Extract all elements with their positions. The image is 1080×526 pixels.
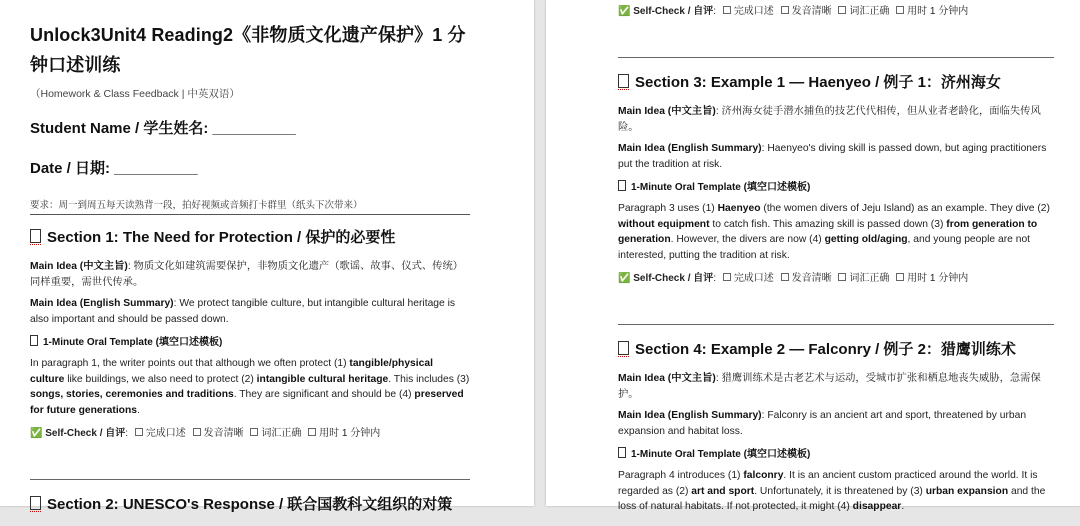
checkbox-icon xyxy=(30,229,41,243)
main-idea-cn-text: : 物质文化如建筑需要保护，非物质文化遗产（歌谣、故事、仪式、传统）同样重要，需世代传承。 xyxy=(30,261,464,288)
main-idea-cn-label: Main Idea (中文主旨) xyxy=(30,261,128,272)
paragraph-text: (the women divers of Jeju Island) as an example. They dive (2) xyxy=(760,203,1050,214)
paragraph-text: In paragraph 1, the writer points out that although we often protect (1) xyxy=(30,358,350,369)
student-name-field: Student Name / 学生姓名: __________ xyxy=(30,120,296,137)
main-idea-cn-text: : 济州海女徒手潜水捕鱼的技艺代代相传，但从业者老龄化，面临失传风险。 xyxy=(618,106,1041,133)
checkbox-icon[interactable] xyxy=(896,273,904,281)
document-title: Unlock3Unit4 Reading2《非物质文化遗产保护》1 分钟口述训练 xyxy=(30,25,466,75)
main-idea-en-text: : Haenyeo's diving skill is passed down, but aging practitioners put the tradition at risk. xyxy=(618,143,1047,170)
section-divider xyxy=(618,324,1054,325)
checkbox-icon[interactable] xyxy=(193,428,201,436)
section-4-main-idea-en xyxy=(618,408,1054,439)
main-idea-en-text: : Falconry is an ancient art and sport, threatened by urban expansion and habitat loss. xyxy=(618,410,1027,437)
checkbox-icon[interactable] xyxy=(135,428,143,436)
checkbox-icon xyxy=(618,341,629,355)
main-idea-en-label: Main Idea (English Summary) xyxy=(30,298,174,309)
answer-1: falconry xyxy=(743,470,784,481)
paragraph-text: like buildings, we also need to protect (2) xyxy=(64,373,257,385)
main-idea-en-text: : We protect tangible culture, but intangible cultural heritage is also important and should be passed down. xyxy=(30,298,456,325)
section-4-title: Section 4: Example 2 — Falconry / 例子 2：猎鹰训练术 xyxy=(635,341,1016,358)
section-1-main-idea-en xyxy=(30,296,470,327)
section-1-template-label xyxy=(30,333,470,348)
section-3-main-idea-cn xyxy=(618,104,1054,135)
main-idea-en-label: Main Idea (English Summary) xyxy=(618,410,762,421)
checkbox-icon[interactable] xyxy=(250,428,258,436)
self-check-item: 词汇正确 xyxy=(849,273,890,284)
answer-4: disappear xyxy=(852,501,902,512)
section-3-heading xyxy=(618,72,1054,94)
self-check-item: 词汇正确 xyxy=(261,428,302,439)
answer-4: preserved for future generations xyxy=(30,389,464,416)
checkbox-icon[interactable] xyxy=(838,273,846,281)
paragraph-text: and the loss of natural habitats. If not protected, it might (4) xyxy=(618,485,1046,512)
section-1-title: Section 1: The Need for Protection / 保护的必要性 xyxy=(47,229,396,246)
self-check-item: 用时 1 分钟内 xyxy=(319,428,381,439)
paragraph-text: . However, the divers are now (4) xyxy=(670,234,825,245)
checkbox-icon xyxy=(30,335,38,346)
self-check-item: 词汇正确 xyxy=(849,6,890,17)
paragraph-text: to catch fish. This amazing skill is passed down (3) xyxy=(709,218,947,230)
self-check-item: 发音清晰 xyxy=(791,6,832,17)
answer-4: getting old/aging xyxy=(824,234,908,245)
section-4-paragraph xyxy=(618,468,1054,515)
main-idea-cn-text: : 猎鹰训练术是古老艺术与运动，受城市扩张和栖息地丧失威胁，急需保护。 xyxy=(618,373,1041,400)
section-3-title: Section 3: Example 1 — Haenyeo / 例子 1：济州海女 xyxy=(635,74,1001,91)
template-label-text: 1-Minute Oral Template (填空口述模板) xyxy=(631,449,811,460)
checkbox-icon xyxy=(30,496,41,510)
checkbox-icon[interactable] xyxy=(308,428,316,436)
section-4-main-idea-cn xyxy=(618,371,1054,402)
self-check-item: 用时 1 分钟内 xyxy=(907,273,969,284)
paragraph-text: . xyxy=(136,404,140,416)
checkbox-icon[interactable] xyxy=(896,6,904,14)
paragraph-text: . xyxy=(901,501,905,512)
homework-subnote: （Homework & Class Feedback | 中英双语） xyxy=(30,88,240,100)
section-2-title: Section 2: UNESCO's Response / 联合国教科文组织的对策 xyxy=(47,496,453,513)
section-4-heading xyxy=(618,339,1054,361)
paragraph-text: . Unfortunately, it is threatened by (3) xyxy=(754,485,926,497)
paragraph-text: . This includes (3) xyxy=(388,373,470,385)
self-check-item: 用时 1 分钟内 xyxy=(907,6,969,17)
checkbox-icon[interactable] xyxy=(781,273,789,281)
paragraph-text: Paragraph 3 uses (1) xyxy=(618,203,718,214)
requirement-note: 要求：周一到周五每天读熟背一段，拍好视频或音频打卡群里（纸头下次带来） xyxy=(30,197,470,215)
answer-2: intangible cultural heritage xyxy=(256,373,389,385)
answer-2: art and sport xyxy=(691,485,755,497)
self-check-label: ✅ Self-Check / 自评 xyxy=(618,6,714,17)
section-1-heading xyxy=(30,227,470,249)
paragraph-text: Paragraph 4 introduces (1) xyxy=(618,470,744,481)
paragraph-text: . They are significant and should be (4) xyxy=(233,389,415,400)
top-self-check: ✅ Self-Check / 自评: 完成口述 发音清晰 词汇正确 用时 1 分钟内 xyxy=(618,6,969,17)
section-divider xyxy=(30,479,470,480)
section-1-main-idea-cn xyxy=(30,259,470,290)
checkbox-icon[interactable] xyxy=(723,6,731,14)
answer-3: urban expansion xyxy=(925,485,1009,497)
answer-1: Haenyeo xyxy=(717,203,761,214)
self-check-label: ✅ Self-Check / 自评 xyxy=(30,428,126,439)
answer-3: from generation to generation xyxy=(618,218,1038,245)
section-3-main-idea-en xyxy=(618,141,1054,172)
section-3-self-check: ✅ Self-Check / 自评: 完成口述 发音清晰 词汇正确 用时 1 分钟内 xyxy=(618,273,969,284)
main-idea-cn-label: Main Idea (中文主旨) xyxy=(618,373,716,384)
template-label-text: 1-Minute Oral Template (填空口述模板) xyxy=(631,182,811,193)
checkbox-icon[interactable] xyxy=(781,6,789,14)
main-idea-cn-label: Main Idea (中文主旨) xyxy=(618,106,716,117)
self-check-item: 完成口述 xyxy=(733,273,774,284)
self-check-item: 发音清晰 xyxy=(203,428,244,439)
section-3-template-label xyxy=(618,178,1054,193)
section-1-self-check: ✅ Self-Check / 自评: 完成口述 发音清晰 词汇正确 用时 1 分钟内 xyxy=(30,428,381,439)
self-check-label: ✅ Self-Check / 自评 xyxy=(618,273,714,284)
answer-1: tangible/physical culture xyxy=(30,358,433,385)
paragraph-text: . It is an ancient custom practiced around the world. It is regarded as (2) xyxy=(618,470,1038,497)
self-check-item: 完成口述 xyxy=(145,428,186,439)
template-label-text: 1-Minute Oral Template (填空口述模板) xyxy=(43,337,223,348)
checkbox-icon xyxy=(618,180,626,191)
answer-3: songs, stories, ceremonies and traditions xyxy=(30,389,234,400)
self-check-item: 完成口述 xyxy=(733,6,774,17)
checkbox-icon xyxy=(618,447,626,458)
checkbox-icon[interactable] xyxy=(723,273,731,281)
section-4-template-label xyxy=(618,445,1054,460)
document-page-left xyxy=(0,0,534,513)
main-idea-en-label: Main Idea (English Summary) xyxy=(618,143,762,154)
document-page-right xyxy=(546,0,1080,512)
section-1-paragraph xyxy=(30,356,470,418)
self-check-item: 发音清晰 xyxy=(791,273,832,284)
checkbox-icon[interactable] xyxy=(838,6,846,14)
answer-2: without equipment xyxy=(618,218,710,230)
section-divider xyxy=(618,57,1054,58)
section-2-heading xyxy=(30,494,470,516)
date-field: Date / 日期: __________ xyxy=(30,160,198,177)
checkbox-icon xyxy=(618,74,629,88)
paragraph-text: , and young people are not interested, putting the tradition at risk. xyxy=(618,234,1031,261)
section-3-paragraph xyxy=(618,201,1054,263)
